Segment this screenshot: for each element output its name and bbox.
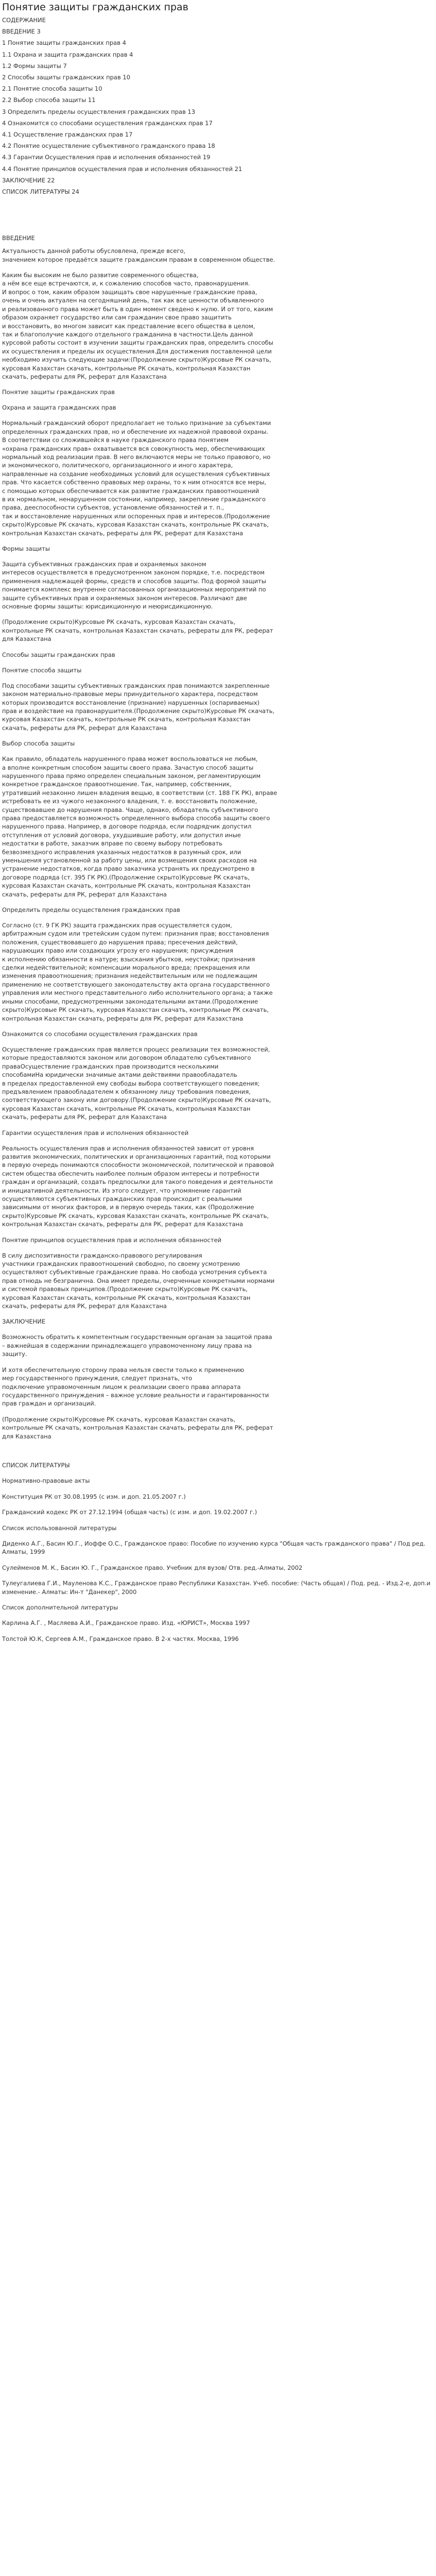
toc-item: 1.2 Формы защиты 7 (2, 62, 67, 70)
toc-item: ЗАКЛЮЧЕНИЕ 22 (2, 176, 55, 184)
section-heading: Понятие способа защиты (2, 666, 82, 674)
section-heading: Охрана и защита гражданских прав (2, 404, 116, 412)
toc-item: 1 Понятие защиты гражданских прав 4 (2, 39, 126, 47)
literature-item: Толстой Ю.К, Сергеев А.М., Гражданское право. В 2-х частях. Москва, 1996 (2, 1635, 239, 1642)
section-heading: Понятие защиты гражданских прав (2, 388, 115, 396)
section-heading: Выбор способа защиты (2, 740, 75, 748)
toc-item: 2 Способы защиты гражданских прав 10 (2, 74, 131, 81)
spacer (2, 197, 434, 223)
literature-subheading: Список использованной литературы (2, 1524, 117, 1532)
toc-item: 2.2 Выбор способа защиты 11 (2, 96, 96, 104)
paragraph: В силу диспозитивности гражданско-правового регулирования участники гражданских правоотношений свободно, по своему усмотрению осуществляют субъективные гражданские права. Но свобода усмотрения субъекта прав отнюдь не безгранична. Она имеет пределы, очерченные конкретными нормами и системой правовых принципов.(Продолжение скрыто)Курсовые РК скачать, курсовая Казахстан скачать, контрольные РК скачать, контрольная Казахстан скачать, рефераты для РК, реферат для Казахстана (2, 1251, 275, 1310)
page-title: Понятие защиты гражданских прав (2, 2, 188, 13)
toc-item: 3 Определить пределы осуществления гражданских прав 13 (2, 108, 196, 115)
toc-item: 4.2 Понятие осуществление субъективного гражданского права 18 (2, 142, 215, 150)
section-heading: Формы защиты (2, 545, 50, 553)
paragraph: Защита субъективных гражданских прав и охраняемых законом интересов осуществляется в предусмотренном законом порядке, т.е. посредством применения надлежащей формы, средств и способов защиты. Под формой защиты понимается комплекс внутренне согласованных организационных мероприятий по защите субъективных прав и охраняемых законом интересов. Различают две основные формы защиты: юрисдикционную и неюрисдикционную. (2, 561, 266, 611)
paragraph: Осуществление гражданских прав является процесс реализации тех возможностей, которые предоставляются законом или договором обладателю субъективного праваОсуществление гражданских прав производится несколькими способамиНа юридически значимые актами действиями правообладатель в пределах предоставленной ему свободы выбора соответствующего поведения; предъявлением правообладателем к обязанному лицу требования поведения, соответствующего закону или договору.(Продолжение скрыто)Курсовые РК скачать, курсовая Казахстан скачать, контрольные РК скачать, контрольная Казахстан скачать, рефераты для РК, реферат для Казахстана (2, 1045, 271, 1121)
toc-item: 4.3 Гарантии Осуществления прав и исполнения обязанностей 19 (2, 154, 211, 161)
section-heading: Определить пределы осуществления гражданских прав (2, 906, 180, 914)
table-of-contents (2, 14, 434, 197)
literature-subheading: Нормативно-правовые акты (2, 1477, 90, 1485)
paragraph: Как правило, обладатель нарушенного права может воспользоваться не любым, а вполне конкретным способом защиты своего права. Зачастую способ защиты нарушенного права прямо определен специальным законом, регламентирующим конкретное гражданское правоотношение. Так, например, собственник, утративший незаконно лишен владения вещью, в соответствии (ст. 188 ГК РК), вправе истребовать ее из чужого незаконного владения, т. е. восстановить положение, существовавшее до нарушения права. Чаще, однако, обладатель субъективного права предоставляется возможность определенного выбора способа защиты своего нарушенного права. Например, в договоре подряда, если подрядчик допустил отступления от условий договора, ухудшившие работу, или допустил иные недостатки в работе, заказчик вправе по своему выбору потребовать безвозмездного исправления указанных недостатков в разумный срок, или уменьшения установленной за работу цены, или возмещения своих расходов на устранение недостатков, когда право заказчика устранять их предусмотрено в договоре подряда (ст. 395 ГК РК).(Продолжение скрыто)Курсовые РК скачать, курсовая Казахстан скачать, контрольные РК скачать, контрольная Казахстан скачать, рефераты для РК, реферат для Казахстана (2, 755, 277, 898)
paragraph: Каким бы высоким не было развитие современного общества, а нём все еще встречаются, и, к сожалению способов часто, правонарушения. И вопрос о том, каким образом защищать свое нарушенные гражданские права, очень и очень актуален на сегодняшний день, так как все ценности объявленного и реализованного права может быть в один момент сведено к нулю. И от того, каким образом охраняет государство или сам гражданин свое право защитить и восстановить, во многом зависит как представление всего общества в целом, так и благополучие каждого отдельного гражданина в частности.Цель данной курсовой работы состоит в изучении защиты гражданских прав, определить способы их осуществления и пределы их осуществления.Для достижения поставленной цели необходимо изучить следующие задачи:(Продолжение скрыто)Курсовые РК скачать, курсовая Казахстан скачать, контрольные РК скачать, контрольная Казахстан скачать, рефераты для РК, реферат для Казахстана (2, 272, 273, 380)
literature-heading: СПИСОК ЛИТЕРАТУРЫ (2, 1461, 70, 1469)
paragraph: Актуальность данной работы обусловлена, прежде всего, значением которое предаётся защите гражданским правам в современном обществе. (2, 247, 275, 263)
toc-item: ВВЕДЕНИЕ 3 (2, 28, 41, 36)
paragraph: Согласно (ст. 9 ГК РК) защита гражданских прав осуществляется судом, арбитражным судом или третейским судом путем: признания прав; восстановления положения, существовавшего до нарушения права; пресечения действий, нарушающих право или создающих угрозу его нарушения; присуждения к исполнению обязанности в натуре; взыскания убытков, неустойки; признания сделки недействительной; компенсации морального вреда; прекращения или изменения правоотношения; признания недействительным или не подлежащим применению не соответствующего законодательству акта органа государственного управления или местного представительного либо исполнительного органа; а также иными способами, предусмотренными законодательными актами.(Продолжение скрыто)Курсовые РК скачать, курсовая Казахстан скачать, контрольные РК скачать, контрольная Казахстан скачать, рефераты для РК, реферат для Казахстана (2, 922, 273, 1022)
section-heading: Ознакомится со способами осуществления гражданских прав (2, 1030, 198, 1038)
toc-item: 1.1 Охрана и защита гражданских прав 4 (2, 50, 133, 58)
paragraph: Нормальный гражданский оборот предполагает не только признание за субъектами определенных гражданских прав, но и обеспечение их надежной правовой охраны. В соответствии со сложившейся в науке гражданского права понятием «охрана гражданских прав» охватывается вся совокупность мер, обеспечивающих нормальный ход реализации прав. В него включаются меры не только правового, но и экономического, политического, организационного и иного характера, направленные на создание необходимых условий для осуществления субъективных прав. Что касается собственно правовых мер охраны, то к ним относятся все меры, с помощью которых обеспечивается как развитие гражданских правоотношений в их нормальном, ненарушенном состоянии, например, закрепление гражданского права, дееспособности субъектов, установление обязанностей и т. п., так и восстановление нарушенных или оспоренных прав и интересов.(Продолжение скрыто)Курсовые РК скачать, курсовая Казахстан скачать, контрольные РК скачать, контрольная Казахстан скачать, рефераты для РК, реферат для Казахстана (2, 419, 271, 537)
literature-item: Сулейменов М. К., Басин Ю. Г., Гражданское право. Учебник для вузов/ Отв. ред.-Алматы, 2002 (2, 1564, 303, 1571)
intro-heading: ВВЕДЕНИЕ (2, 234, 35, 242)
paragraph: (Продолжение скрыто)Курсовые РК скачать, курсовая Казахстан скачать, контрольные РК скачать, контрольная Казахстан скачать, рефераты для РК, реферат для Казахстана (2, 618, 273, 643)
toc-item: 4.4 Понятие принципов осуществления прав и исполнения обязанностей 21 (2, 165, 242, 173)
toc-heading: СОДЕРЖАНИЕ (2, 16, 46, 24)
paragraph: Возможность обратить к компетентным государственным органам за защитой права – важнейшая в содержании принадлежащего управомоченному лицу права на защиту. (2, 1333, 272, 1358)
toc-item: 2.1 Понятие способа защиты 10 (2, 85, 102, 93)
paragraph: (Продолжение скрыто)Курсовые РК скачать, курсовая Казахстан скачать, контрольные РК скачать, контрольная Казахстан скачать, рефераты для РК, реферат для Казахстана (2, 1415, 273, 1440)
paragraph: И хотя обеспечительную сторону права нельзя свести только к применению мер государственного принуждения, следует признать, что подключение управомоченным лицом к реализации своего права аппарата государственного принуждения – важное условие реальности и гарантированности прав граждан и организаций. (2, 1366, 269, 1408)
literature-section (2, 1461, 434, 1643)
literature-item: Тулеугалиева Г.И., Мауленова К.С., Гражданское право Республики Казахстан. Учеб. пособие: (Часть общая) / Под. ред. - Изд.2-е, доп.и изменение.- Алматы: Ин-т "Данекер", 2000 (2, 1580, 431, 1596)
paragraph: Под способами защиты субъективных гражданских прав понимаются закрепленные законом материально-правовые меры принудительного характера, посредством которых производится восстановление (признание) нарушенных (оспариваемых) прав и воздействие на правонарушителя.(Продолжение скрыто)Курсовые РК скачать, курсовая Казахстан скачать, контрольные РК скачать, контрольная Казахстан скачать, рефераты для РК, реферат для Казахстана (2, 682, 275, 732)
toc-item: 4.1 Осуществление гражданских прав 17 (2, 131, 133, 139)
document-body (2, 247, 434, 1440)
section-heading: ЗАКЛЮЧЕНИЕ (2, 1318, 46, 1326)
literature-subheading: Список дополнительной литературы (2, 1604, 118, 1611)
literature-item: Гражданский кодекс РК от 27.12.1994 (общая часть) (с изм. и доп. 19.02.2007 г.) (2, 1509, 257, 1516)
toc-item: СПИСОК ЛИТЕРАТУРЫ 24 (2, 188, 79, 196)
literature-item: Конституция РК от 30.08.1995 (с изм. и доп. 21.05.2007 г.) (2, 1493, 186, 1500)
section-heading: Понятие принципов осуществления прав и исполнения обязанностей (2, 1236, 222, 1244)
section-heading: Гарантии осуществления прав и исполнения обязанностей (2, 1129, 189, 1137)
literature-item: Карлина А.Г. , Масляева А.И., Гражданское право. Изд. «ЮРИСТ», Москва 1997 (2, 1619, 250, 1627)
literature-item: Диденко А.Г., Басин Ю.Г., Иоффе О.С., Гражданское право: Пособие по изучению курса "Общая часть гражданского права" / Под ред. Алматы, 1999 (2, 1539, 426, 1556)
paragraph: Реальность осуществления прав и исполнения обязанностей зависит от уровня развития экономических, политических и организационных гарантий, под которыми в первую очередь понимаются способности экономической, политической и правовой систем общества обеспечить наиболее полным образом интересы и потребности граждан и организаций, создать предпосылки для такого поведения и деятельности и инициативной деятельности. Из этого следует, что упомянение гарантий осуществляются субъективных гражданских прав происходит с реальными зависимыми от многих факторов, и в первую очередь таких, как (Продолжение скрыто)Курсовые РК скачать, курсовая Казахстан скачать, контрольные РК скачать, контрольная Казахстан скачать, рефераты для РК, реферат для Казахстана (2, 1144, 274, 1228)
section-heading: Способы защиты гражданских прав (2, 651, 115, 658)
toc-item: 4 Ознакомится со способами осуществления гражданских прав 17 (2, 119, 213, 127)
